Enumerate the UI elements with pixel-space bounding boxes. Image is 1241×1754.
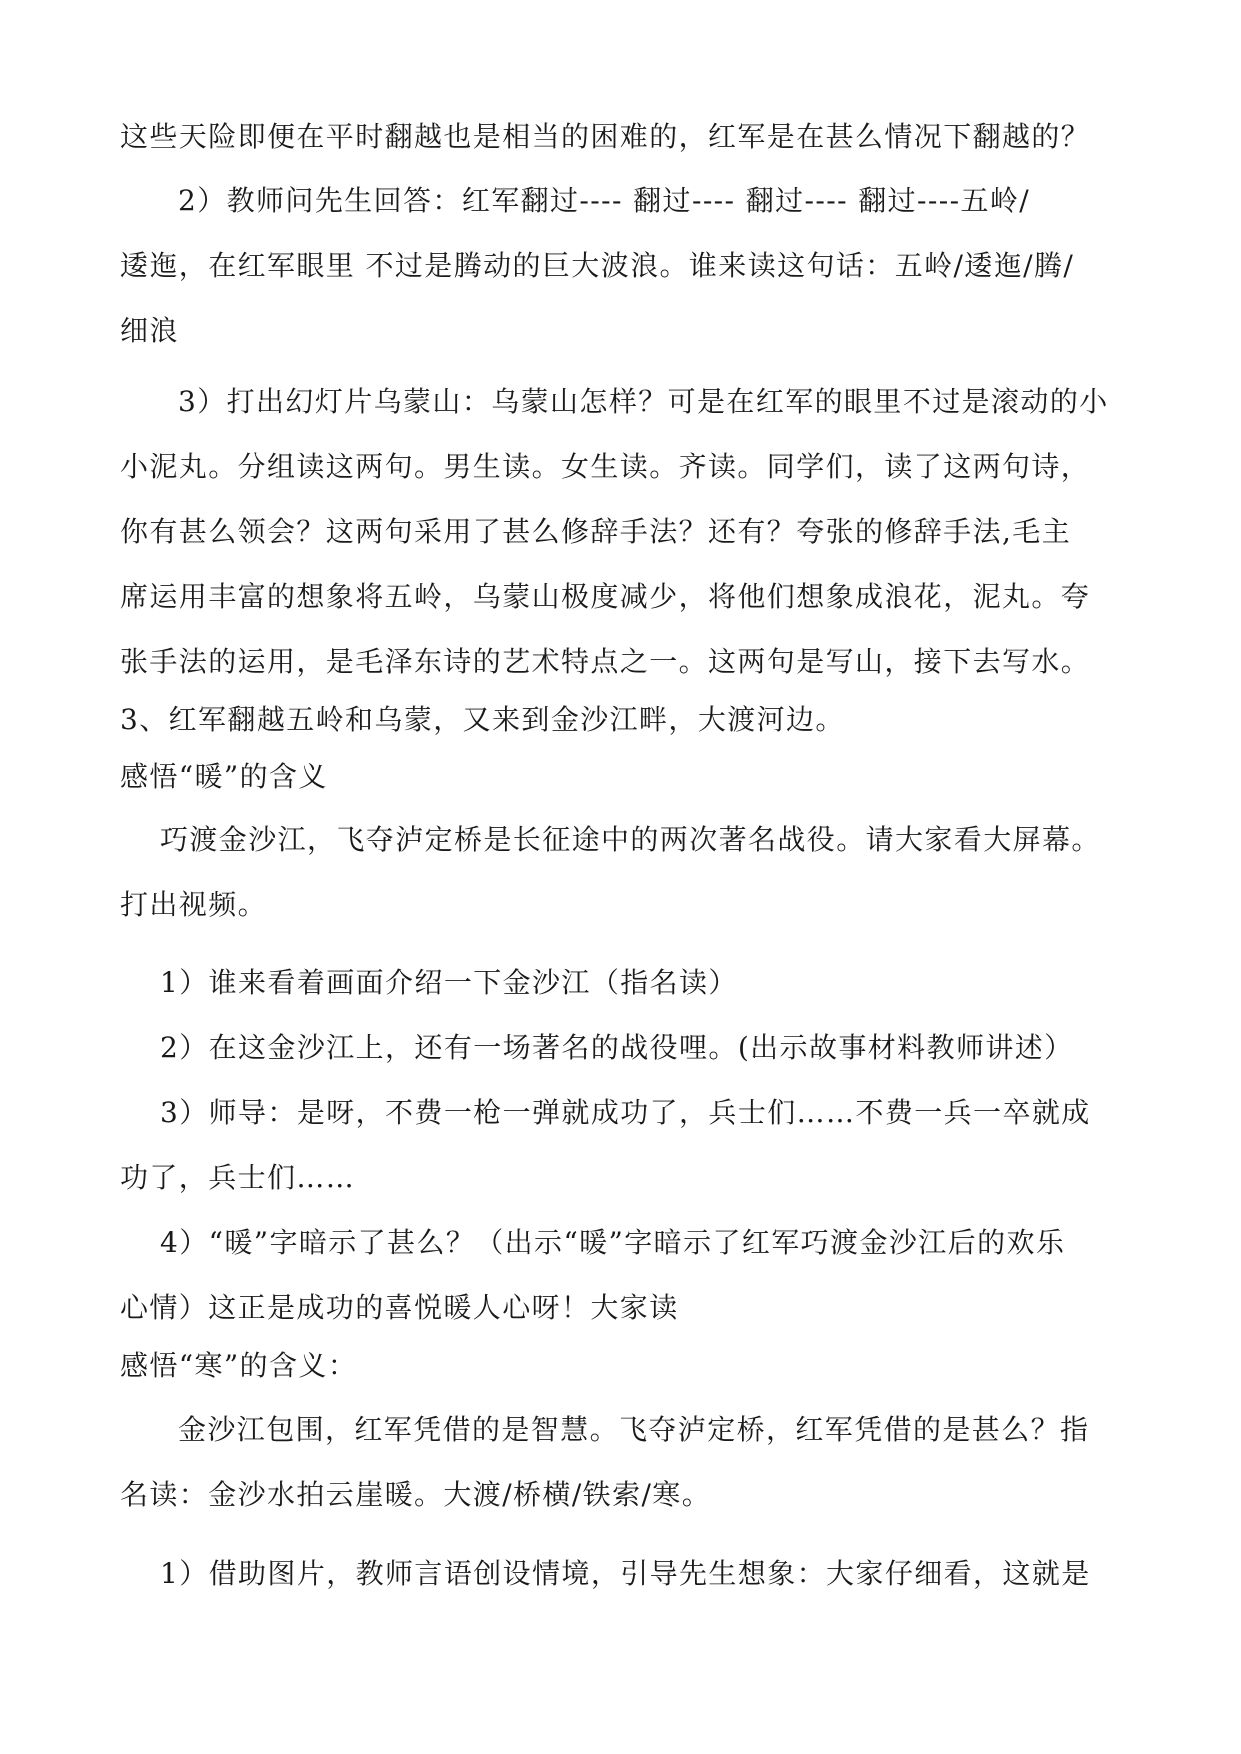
text-line: 席运用丰富的想象将五岭，乌蒙山极度减少，将他们想象成浪花，泥丸。夸 xyxy=(120,580,1091,613)
text-line: 1）谁来看着画面介绍一下金沙江（指名读） xyxy=(160,966,738,999)
text-line: 你有甚么领会？这两句采用了甚么修辞手法？还有？夸张的修辞手法,毛主 xyxy=(120,515,1072,548)
section-heading: 感悟“寒”的含义： xyxy=(120,1349,358,1382)
text-line: 4）“暖”字暗示了甚么？（出示“暖”字暗示了红军巧渡金沙江后的欢乐 xyxy=(160,1226,1066,1259)
text-line: 这些天险即便在平时翻越也是相当的困难的，红军是在甚么情况下翻越的？ xyxy=(120,120,1091,153)
text-line: 细浪 xyxy=(120,314,179,347)
text-line: 打出视频。 xyxy=(120,888,268,921)
text-line: 3）师导：是呀，不费一枪一弹就成功了，兵士们……不费一兵一卒就成 xyxy=(160,1096,1091,1129)
section-heading: 感悟“暖”的含义 xyxy=(120,760,328,793)
text-line: 小泥丸。分组读这两句。男生读。女生读。齐读。同学们，读了这两句诗， xyxy=(120,450,1091,483)
text-line: 2）教师问先生回答：红军翻过---- 翻过---- 翻过---- 翻过----五岭/ xyxy=(178,184,1031,217)
text-line: 逶迤，在红军眼里 不过是腾动的巨大波浪。谁来读这句话：五岭/逶迤/腾/ xyxy=(120,249,1075,282)
text-line: 1）借助图片，教师言语创设情境，引导先生想象：大家仔细看，这就是 xyxy=(160,1557,1091,1590)
text-line: 巧渡金沙江，飞夺泸定桥是长征途中的两次著名战役。请大家看大屏幕。 xyxy=(160,823,1101,856)
text-line: 心情）这正是成功的喜悦暖人心呀！大家读 xyxy=(120,1291,679,1324)
text-line: 2）在这金沙江上，还有一场著名的战役哩。(出示故事材料教师讲述） xyxy=(160,1031,1074,1064)
text-line: 张手法的运用，是毛泽东诗的艺术特点之一。这两句是写山，接下去写水。 xyxy=(120,645,1091,678)
text-line: 功了，兵士们…… xyxy=(120,1161,356,1194)
text-line: 名读：金沙水拍云崖暖。大渡/桥横/铁索/寒。 xyxy=(120,1478,712,1511)
section-heading: 3、红军翻越五岭和乌蒙，又来到金沙江畔，大渡河边。 xyxy=(120,703,845,736)
text-line: 3）打出幻灯片乌蒙山：乌蒙山怎样？可是在红军的眼里不过是滚动的小 xyxy=(178,385,1109,418)
text-line: 金沙江包围，红军凭借的是智慧。飞夺泸定桥，红军凭借的是甚么？指 xyxy=(178,1413,1090,1446)
